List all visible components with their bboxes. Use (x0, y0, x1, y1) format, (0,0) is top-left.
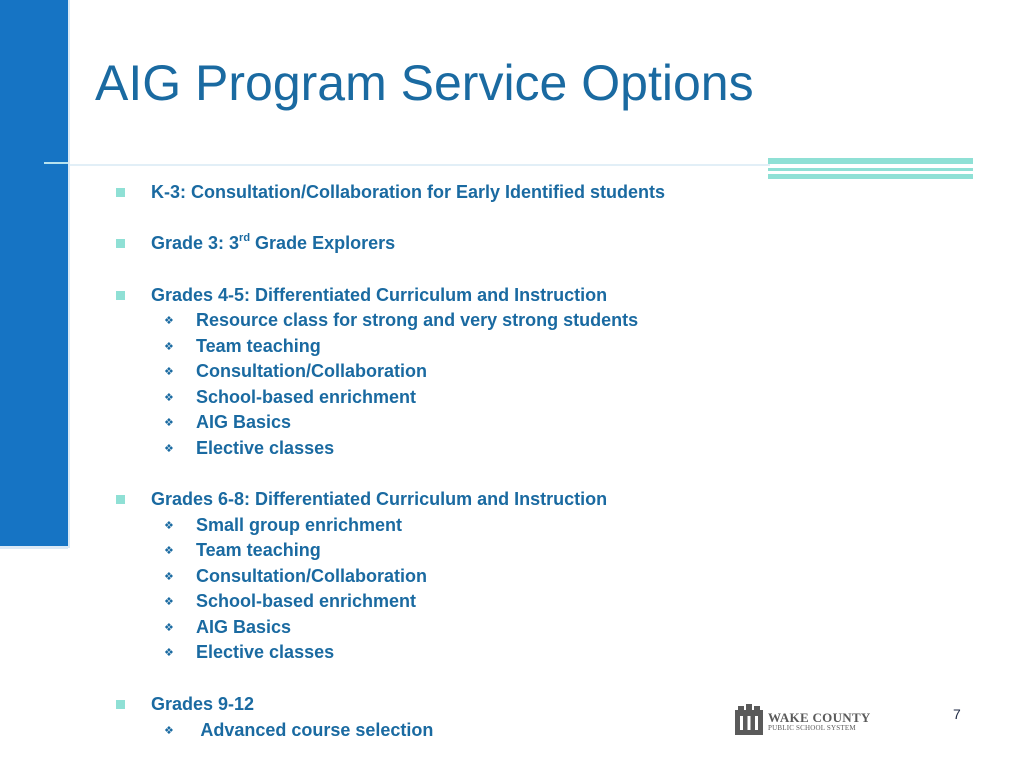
sub-bullet-item: AIG Basics (196, 617, 292, 637)
sub-bullet-item: Consultation/Collaboration (196, 361, 427, 381)
square-bullet-icon (116, 291, 125, 300)
page-number: 7 (953, 706, 961, 722)
sub-bullet-item: School-based enrichment (196, 387, 417, 407)
square-bullet-icon (116, 239, 125, 248)
sub-bullet-item: Consultation/Collaboration (196, 566, 427, 586)
square-bullet-icon (116, 495, 125, 504)
school-building-icon (734, 704, 764, 736)
diamond-bullet-icon: ❖ (164, 365, 174, 378)
wake-county-logo (734, 704, 874, 738)
diamond-bullet-icon: ❖ (164, 340, 174, 353)
diamond-bullet-icon: ❖ (164, 570, 174, 583)
sub-bullet-item: AIG Basics (196, 412, 292, 432)
sub-bullet-item: Elective classes (196, 642, 335, 662)
bullet-item: K-3: Consultation/Collaboration for Early Identified students (151, 182, 666, 202)
diamond-bullet-icon: ❖ (164, 416, 174, 429)
square-bullet-icon (116, 188, 125, 197)
bullet-item: Grades 9-12 (151, 694, 255, 714)
diamond-bullet-icon: ❖ (164, 519, 174, 532)
diamond-bullet-icon: ❖ (164, 621, 174, 634)
bullet-item: Grades 6-8: Differentiated Curriculum and Instruction (151, 489, 608, 509)
logo-line-1: WAKE COUNTY (768, 710, 871, 725)
sub-bullet-item: School-based enrichment (196, 591, 417, 611)
bullet-item: Grade 3: 3rd Grade Explorers (151, 232, 396, 253)
sub-bullet-item: Resource class for strong and very strong students (196, 310, 639, 330)
diamond-bullet-icon: ❖ (164, 646, 174, 659)
diamond-bullet-icon: ❖ (164, 391, 174, 404)
sub-bullet-item: Advanced course selection (196, 720, 434, 740)
diamond-bullet-icon: ❖ (164, 314, 174, 327)
sub-bullet-item: Elective classes (196, 438, 335, 458)
diamond-bullet-icon: ❖ (164, 724, 174, 737)
slide-title: AIG Program Service Options (95, 55, 754, 111)
diamond-bullet-icon: ❖ (164, 595, 174, 608)
sub-bullet-item: Team teaching (196, 540, 321, 560)
sub-bullet-item: Team teaching (196, 336, 321, 356)
diamond-bullet-icon: ❖ (164, 442, 174, 455)
square-bullet-icon (116, 700, 125, 709)
bullet-item: Grades 4-5: Differentiated Curriculum and Instruction (151, 285, 608, 305)
logo-line-2: PUBLIC SCHOOL SYSTEM (768, 724, 856, 732)
diamond-bullet-icon: ❖ (164, 544, 174, 557)
sub-bullet-item: Small group enrichment (196, 515, 403, 535)
